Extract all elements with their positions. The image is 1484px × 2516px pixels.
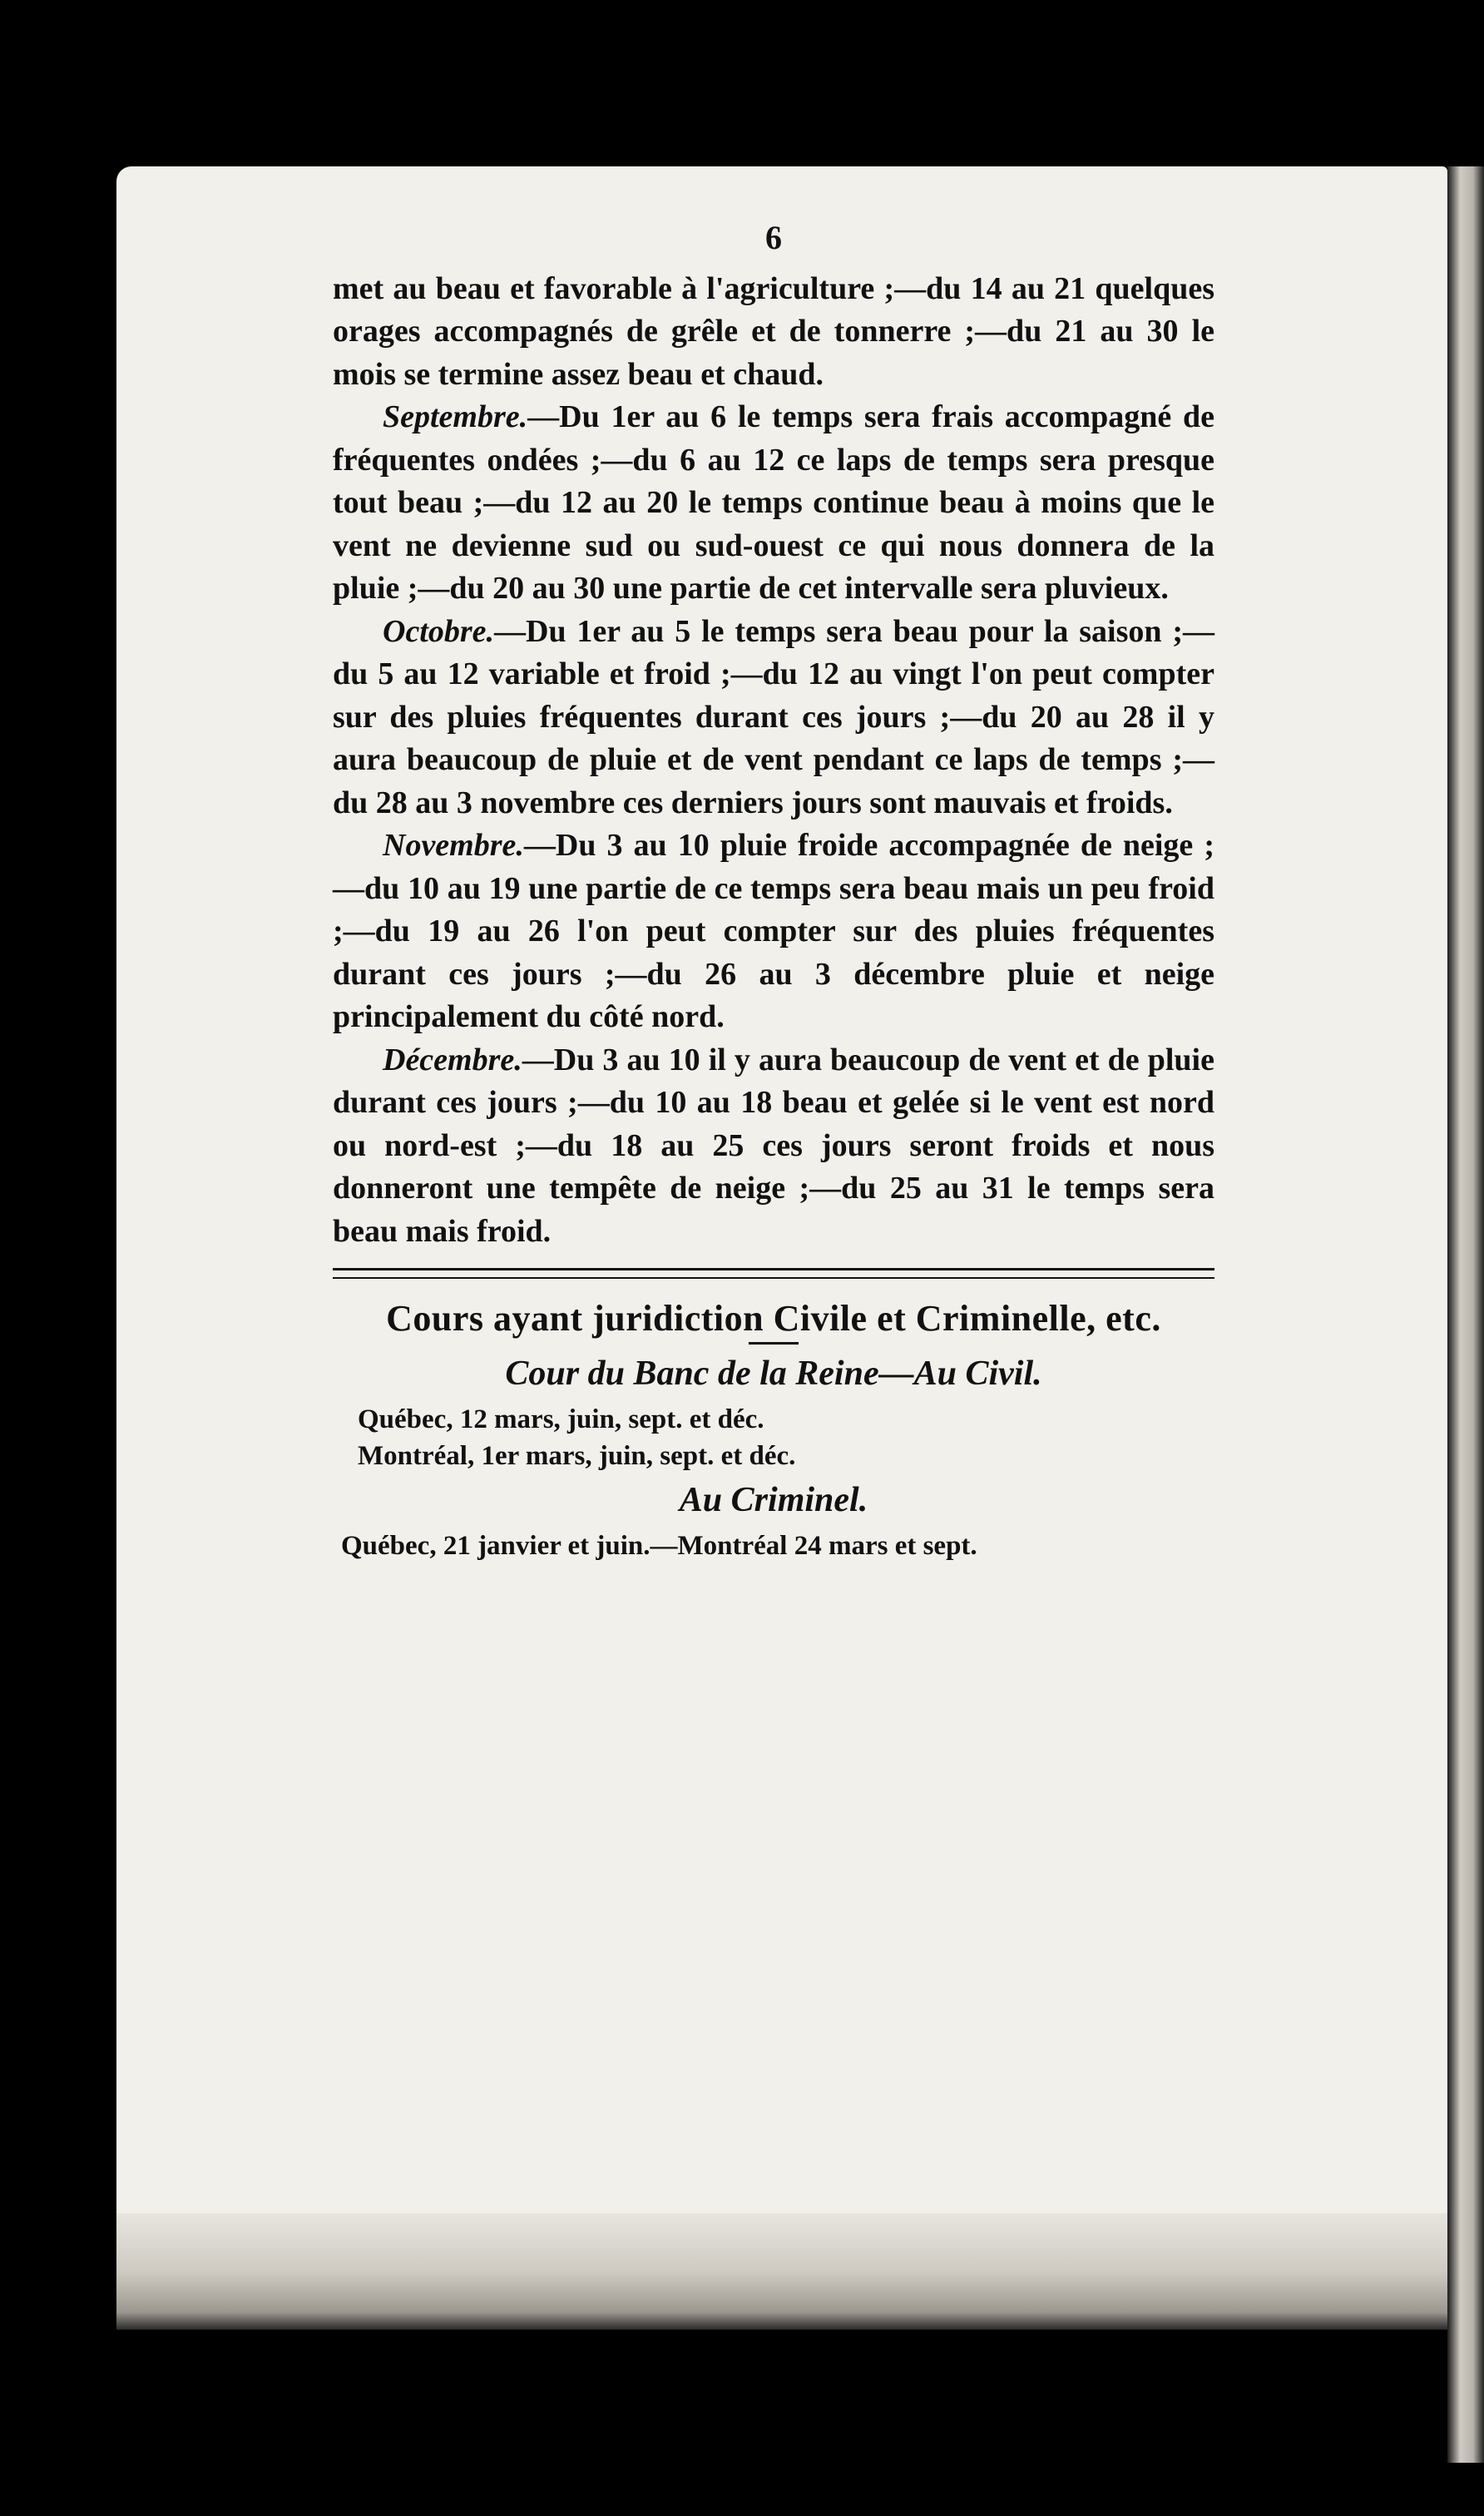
civil-court-line: Québec, 12 mars, juin, sept. et déc.: [358, 1404, 764, 1434]
criminal-court-line: Québec, 21 janvier et juin.—Montréal 24 mars et sept.: [341, 1531, 977, 1561]
section-divider: [333, 1268, 1214, 1279]
paragraph-septembre: [333, 396, 1214, 611]
paragraph-decembre: [333, 1039, 1214, 1254]
month-label: Novembre.: [383, 828, 524, 863]
paragraph-text: —Du 3 au 10 il y aura beaucoup de vent et de pluie durant ces jours ;—du 10 au 18 beau et gelée si le vent est nord ou nord-est ;—du 18 au 25 ces jours seront froids et nous donneront une tempête de neige ;—du 25 au 31 le temps sera beau mais froid.: [333, 1042, 1214, 1249]
page-bottom-edge: [116, 2213, 1447, 2330]
paragraph-text: met au beau et favorable à l'agriculture ;—du 14 au 21 quelques orages accompagnés de grêle et de tonnerre ;—du 21 au 30 le mois se termine assez beau et chaud.: [333, 270, 1214, 392]
month-label: Décembre.: [383, 1042, 522, 1077]
paragraph-text: —Du 3 au 10 pluie froide accompagnée de neige ;—du 10 au 19 une partie de ce temps sera beau mais un peu froid ;—du 19 au 26 l'on peut compter sur des pluies fréquentes durant ces jours ;—du 26 au 3 décembre pluie et neige principalement du côté nord.: [333, 828, 1214, 1034]
month-label: Septembre.: [383, 399, 528, 434]
paragraph-novembre: [333, 825, 1214, 1039]
page-text: [333, 216, 1214, 1564]
civil-court-title: Cour du Banc de la Reine—Au Civil.: [505, 1355, 1042, 1393]
criminal-court-title: Au Criminel.: [679, 1481, 868, 1519]
paragraph-august-end: [333, 268, 1214, 397]
month-label: Octobre.: [383, 613, 495, 649]
paragraph-text: —Du 1er au 5 le temps sera beau pour la saison ;—du 5 au 12 variable et froid ;—du 12 au vingt l'on peut compter sur des pluies fréquentes durant ces jours ;—du 20 au 28 il y aura beaucoup de pluie et de vent pendant ce laps de temps ;—du 28 au 3 novembre ces derniers jours sont mauvais et froids.: [333, 613, 1214, 820]
page-number: 6: [765, 219, 782, 256]
courts-heading: Cours ayant juridiction Civile et Criminelle, etc.: [386, 1298, 1161, 1339]
paragraph-octobre: [333, 611, 1214, 825]
paragraph-text: —Du 1er au 6 le temps sera frais accompagné de fréquentes ondées ;—du 6 au 12 ce laps de temps sera presque tout beau ;—du 12 au 20 le temps continue beau à moins que le vent ne devienne sud ou sud-ouest ce qui nous donnera de la pluie ;—du 20 au 30 une partie de cet intervalle sera pluvieux.: [333, 399, 1214, 606]
page-edge: [1447, 166, 1484, 2463]
heading-rule: [749, 1342, 799, 1345]
civil-court-line: Montréal, 1er mars, juin, sept. et déc.: [358, 1441, 796, 1471]
